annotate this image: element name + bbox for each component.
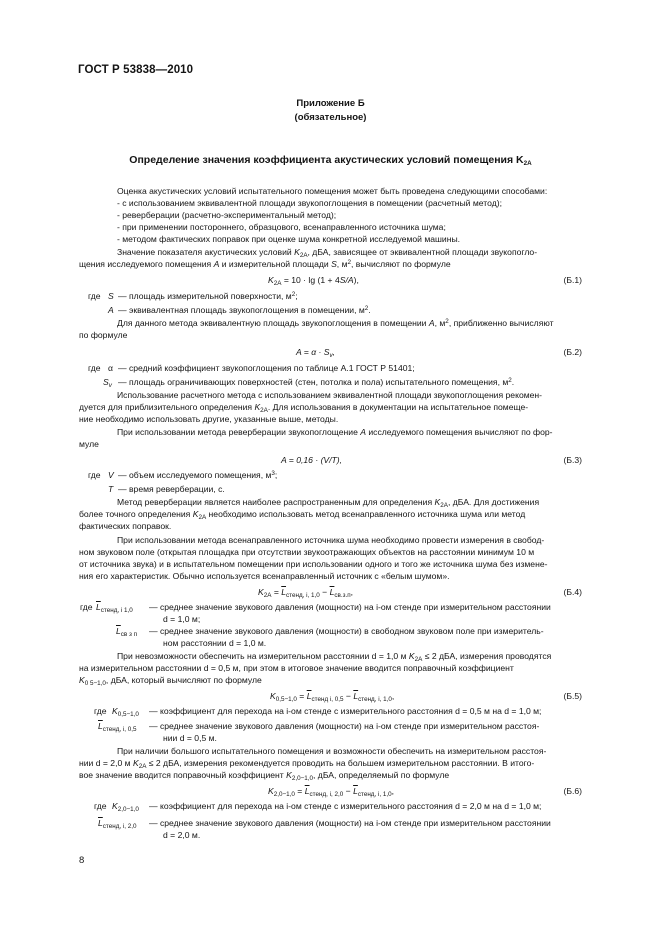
where-label: где: [94, 706, 107, 716]
paragraph-line: муле: [79, 439, 99, 449]
symbol: $\overline{L}_{св з п}$: [116, 626, 138, 638]
definition-text: — время реверберации, с.: [118, 484, 225, 494]
formula-b2: $A = \alpha \cdot S_v$,: [296, 347, 336, 359]
definition-text: — среднее значение звукового давления (мощности) на i-ом стенде при измерительном расстоянии: [149, 602, 551, 612]
paragraph-line: более точного определения $K_{2A}$ необходимо использовать метод всенаправленного источника шума или метод: [79, 509, 526, 521]
intro-line: Оценка акустических условий испытательного помещения может быть проведена следующими способами:: [117, 186, 548, 196]
equation-number: (Б.6): [563, 786, 582, 796]
definition-text: d = 1,0 м;: [163, 614, 201, 624]
standard-header: ГОСТ Р 53838—2010: [78, 64, 194, 76]
formula-b5: $K_{0,5-1,0} = \overline{L}_{стенд i, 0,5} - \overline{L}_{стенд, i, 1,0}$,: [270, 691, 395, 703]
symbol: α: [108, 363, 113, 373]
equation-number: (Б.1): [563, 275, 582, 285]
where-label: где: [80, 602, 93, 612]
definition-text: — объем исследуемого помещения, $м^3$;: [118, 470, 278, 480]
definition-text: ном расстоянии d = 1,0 м.: [163, 638, 267, 648]
equation-number: (Б.4): [563, 587, 582, 597]
definition-text: d = 2,0 м.: [163, 830, 201, 840]
section-title: Определение значения коэффициента акустических условий помещения $K_{2A}$: [129, 154, 532, 167]
symbol: $K_{2,0-1,0}$: [112, 801, 139, 813]
paragraph-line: При наличии большого испытательного помещения и возможности обеспечить на измерительном расстоя-: [117, 746, 547, 756]
formula-b3: A = 0,16 · (V/T),: [281, 455, 343, 465]
definition-text: — коэффициент для перехода на i-ом стенде с измерительного расстояния d = 0,5 м на d = 1,0 м;: [149, 706, 542, 716]
definition-text: — средний коэффициент звукопоглощения по таблице А.1 ГОСТ Р 51401;: [118, 363, 415, 373]
paragraph-line: Использование расчетного метода с использованием эквивалентной площади звукопоглощения рекомен-: [117, 390, 543, 400]
method-item: - при применении постороннего, образцового, всенаправленного источника шума;: [117, 222, 446, 232]
paragraph-line: ния его характеристик. Обычно используется всенаправленный источник с «белым шумом».: [79, 571, 450, 581]
paragraph-line: ном звуковом поле (открытая площадка при отсутствии звукоотражающих объектов на расстоянии минимум 10 м: [79, 547, 535, 557]
paragraph-line: ние необходимо использовать другие, указанные выше, методы.: [79, 414, 339, 424]
paragraph-line: При невозможности обеспечить на измерительном расстоянии d = 1,0 м $K_{2A} \le 2$ дБА, измерения проводятся: [117, 651, 552, 663]
where-label: где: [88, 363, 101, 373]
paragraph-line: Значение показателя акустических условий $K_{2A}$, дБА, зависящее от эквивалентной площади звукопогло-: [117, 247, 538, 259]
formula-b4: $K_{2A} = \overline{L}_{стенд, i, 1,0} - \overline{L}_{св.з.п}$,: [258, 587, 354, 599]
definition-text: — площадь ограничивающих поверхностей (стен, потолка и пола) испытательного помещения, $м^2$.: [118, 377, 515, 387]
symbol: $S_v$: [103, 377, 112, 389]
paragraph-line: от источника звука) и в испытательном помещении при использовании одного и того же источника шума без измене-: [79, 559, 548, 569]
appendix-status: (обязательное): [294, 112, 367, 123]
paragraph-line: нии d = 2,0 м $K_{2A} \le 2$ дБА, измерения рекомендуется проводить на большем измерительном расстоянии. В итого-: [79, 758, 535, 770]
symbol: V: [108, 470, 114, 480]
symbol: $\overline{L}_{стенд, i, 2,0}$: [98, 818, 137, 830]
paragraph-line: дуется для приблизительного определения $K_{2A}$. Для использования в документации на испытательное помеще-: [79, 402, 529, 414]
definition-text: — коэффициент для перехода на i-ом стенде с измерительного расстояния d = 2,0 м на d = 1,0 м;: [149, 801, 542, 811]
where-label: где: [88, 291, 101, 301]
where-label: где: [88, 470, 101, 480]
paragraph-line: $K_{0 5-1,0}$, дБА, который вычисляют по формуле: [79, 675, 262, 687]
equation-number: (Б.5): [563, 691, 582, 701]
paragraph-line: щения исследуемого помещения A и измерительной площади S, $м^2$, вычисляют по формуле: [79, 259, 451, 269]
paragraph-line: Метод реверберации является наиболее распространенным для определения $K_{2A}$, дБА. Для достижения: [117, 497, 540, 509]
equation-number: (Б.2): [563, 347, 582, 357]
paragraph-line: фактических поправок.: [79, 521, 172, 531]
symbol: $\overline{L}_{стенд, i, 0,5}$: [98, 721, 137, 733]
paragraph-line: по формуле: [79, 330, 128, 340]
method-item: - методом фактических поправок при оценке шума конкретной исследуемой машины.: [117, 234, 461, 244]
definition-text: — среднее значение звукового давления (мощности) в свободном звуковом поле при измеритель-: [149, 626, 544, 636]
symbol: $K_{0,5-1,0}$: [112, 706, 139, 718]
page-number: 8: [79, 855, 85, 866]
equation-number: (Б.3): [563, 455, 582, 465]
symbol: S: [108, 291, 114, 301]
symbol: $\overline{L}_{стенд, i 1,0}$: [96, 602, 133, 614]
paragraph-line: Для данного метода эквивалентную площадь звукопоглощения в помещении A, $м^2$, приближенно вычисляют: [117, 318, 554, 328]
where-label: где: [94, 801, 107, 811]
paragraph-line: При использовании метода реверберации звукопоглощение A исследуемого помещения вычисляют по фор-: [117, 427, 553, 437]
paragraph-line: на измерительном расстоянии d = 0,5 м, при этом в итоговое значение вводится поправочный коэффициент: [79, 663, 514, 673]
symbol: T: [108, 484, 114, 494]
definition-text: — площадь измерительной поверхности, $м^2$;: [118, 291, 298, 301]
formula-b1: $K_{2A} = 10 \cdot \lg (1 + 4S/A)$,: [268, 275, 359, 287]
method-item: - реверберации (расчетно-экспериментальный метод);: [117, 210, 337, 220]
method-item: - с использованием эквивалентной площади звукопоглощения в помещении (расчетный метод);: [117, 198, 502, 208]
formula-b6: $K_{2,0-1,0} = \overline{L}_{стенд, i, 2,0} - \overline{L}_{стенд, i, 1,0}$,: [268, 786, 395, 798]
paragraph-line: При использовании метода всенаправленного источника шума необходимо провести измерения в свобод-: [117, 535, 545, 545]
definition-text: — среднее значение звукового давления (мощности) на i-ом стенде при измерительном расстоя-: [149, 721, 540, 731]
definition-text: нии d = 0,5 м.: [163, 733, 217, 743]
definition-text: — эквивалентная площадь звукопоглощения в помещении, $м^2$.: [118, 305, 371, 315]
appendix-title: Приложение Б: [296, 98, 365, 109]
definition-text: — среднее значение звукового давления (мощности) на i-ом стенде при измерительном расстоянии: [149, 818, 551, 828]
symbol: A: [108, 305, 114, 315]
paragraph-line: вое значение вводится поправочный коэффициент $K_{2,0-1,0}$, дБА, определяемый по формуле: [79, 770, 450, 782]
